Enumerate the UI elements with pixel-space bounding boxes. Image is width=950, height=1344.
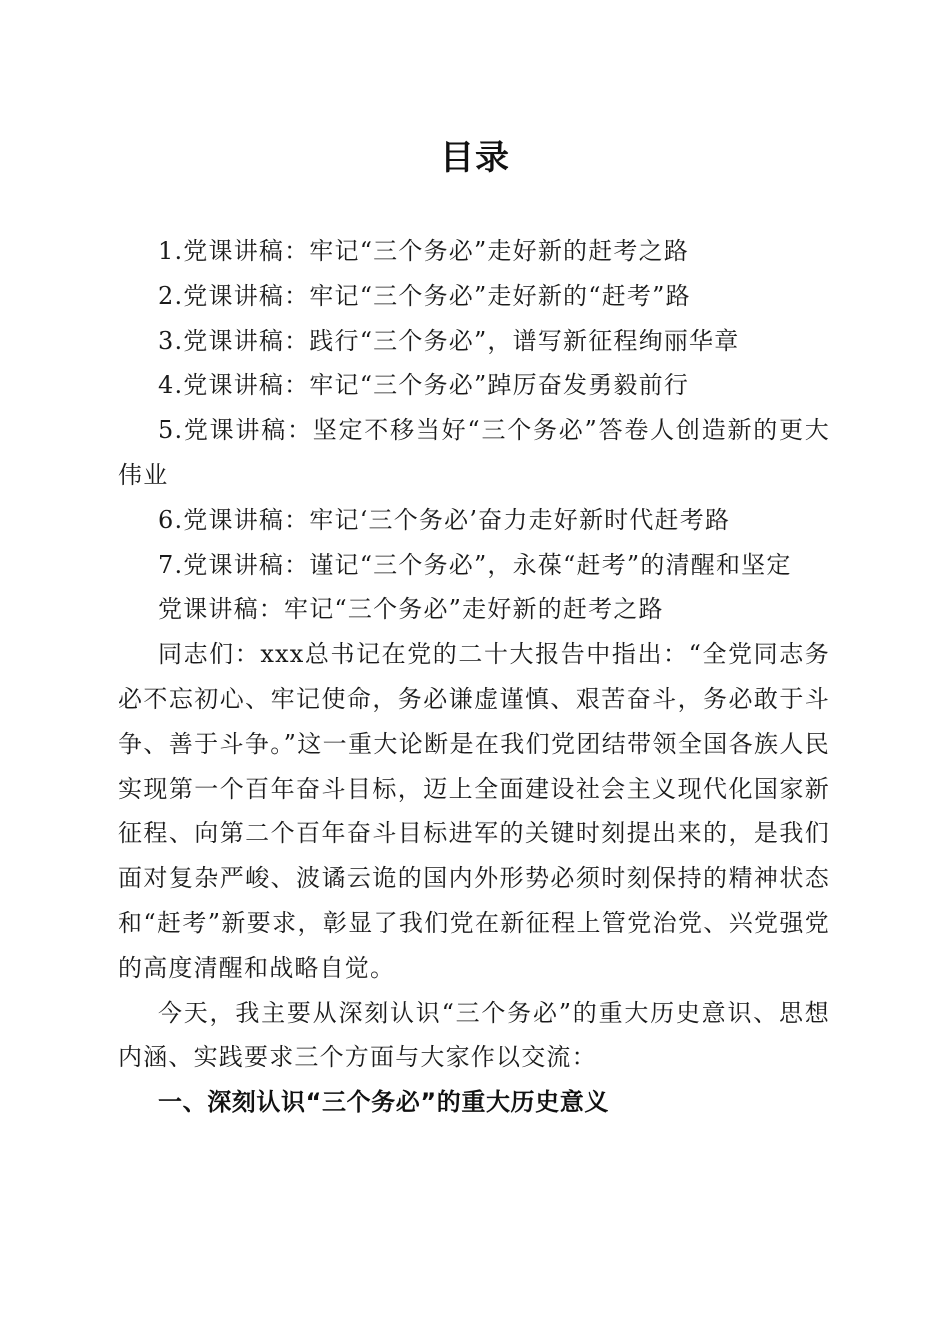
toc-item-7[interactable]: 7.党课讲稿：谨记“三个务必”，永葆“赶考”的清醒和坚定 <box>158 550 792 579</box>
toc-item-1[interactable]: 1.党课讲稿：牢记“三个务必”走好新的赶考之路 <box>158 237 690 265</box>
toc-item-2[interactable]: 2.党课讲稿：牢记“三个务必”走好新的“赶考”路 <box>158 281 691 310</box>
page-title: 目录 <box>440 138 510 178</box>
toc-item-4[interactable]: 4.党课讲稿：牢记“三个务必”踔厉奋发勇毅前行 <box>158 371 690 400</box>
toc-item-6[interactable]: 6.党课讲稿：牢记‘三个务必’奋力走好新时代赶考路 <box>158 505 731 534</box>
toc-item-3[interactable]: 3.党课讲稿：践行“三个务必”，谱写新征程绚丽华章 <box>158 326 740 355</box>
article-title: 党课讲稿：牢记“三个务必”走好新的赶考之路 <box>158 595 664 624</box>
section-heading: 一、深刻认识“三个务必”的重大历史意义 <box>158 1088 609 1117</box>
document-body <box>118 229 830 1125</box>
body-paragraph: 同志们：xxx总书记在党的二十大报告中指出：“全党同志务必不忘初心、牢记使命，务必谦虚谨慎、艰苦奋斗，务必敢于斗争、善于斗争。”这一重大论断是在我们党团结带领全国各族人民实现第一个百年奋斗目标，迈上全面建设社会主义现代化国家新征程、向第二个百年奋斗目标进军的关键时刻提出来的，是我们面对复杂严峻、波谲云诡的国内外形势必须时刻保持的精神状态和“赶考”新要求，彰显了我们党在新征程上管党治党、兴党强党的高度清醒和战略自觉。 <box>118 640 830 982</box>
body-paragraph: 今天，我主要从深刻认识“三个务必”的重大历史意识、思想内涵、实践要求三个方面与大家作以交流： <box>118 998 830 1072</box>
toc-item-5[interactable]: 5.党课讲稿：坚定不移当好“三个务必”答卷人创造新的更大伟业 <box>118 416 830 489</box>
